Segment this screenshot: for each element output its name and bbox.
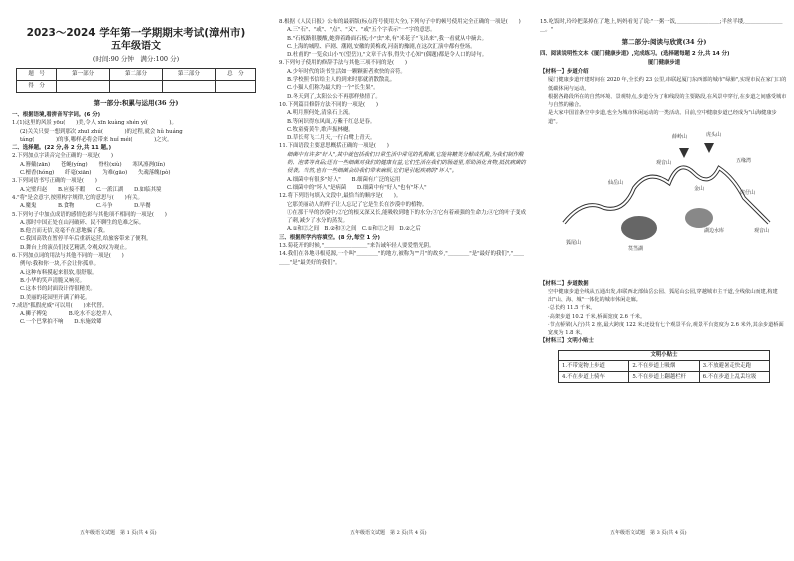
option: B.学校照书信给主人的到来时那就消散散乱。 — [287, 77, 396, 84]
data-point: ·总长约 11.5 千米。 — [548, 305, 596, 312]
trail-line-inner — [564, 167, 769, 223]
option: D.冬天到了,太阳公公不再那样热情了。 — [287, 93, 381, 100]
option: A.三"石"、"或"、"点"、"又"、"或"五个字表示"一"字的意思。 — [287, 27, 436, 34]
option: A.狮子搏兔 B.吃水不忘挖井人 — [20, 311, 113, 318]
map-label: 仙岳山 — [608, 179, 624, 186]
map-label: 筼筜湖 — [628, 245, 644, 252]
reservoir-shape — [685, 208, 713, 228]
tip-item: 5.不在步道上翻越栏杆 — [629, 372, 699, 382]
peak-marker-icon — [679, 148, 689, 158]
option: C.小猫人们称为最大的一个"长生果"。 — [287, 85, 379, 92]
part2-heading: 第二部分:阅读与欣赏(34 分) — [621, 37, 707, 46]
option: D.舞台上的演员们技艺精湛,令观众叹为观止。 — [20, 244, 130, 251]
section-heading: 一、根据语境,看拼音写字词。(6 分) — [12, 112, 101, 118]
reading-passage: 它那美丽动人的样子让人忘记了它是生长在沙漠中的植物。 — [287, 201, 428, 208]
option: C.细菌中的"坏人"是病菌 D.细菌中有"好人"也有"坏人" — [287, 184, 427, 191]
option: C.这本书的封面设计得很精美。 — [20, 286, 96, 293]
question: 15.吃饭时,玲玲把菜掉在了地上,妈妈看见了说:"一粥一饭,＿＿＿＿＿＿＿＿;半丝半缕,＿＿＿＿＿＿＿＿。" — [540, 19, 783, 34]
data-point: ·节点桥梁(入行)共 2 座,最大跨度 122 米;还设有七个观景平台,观景平台宽度为 2.6 米外,其余步道桥面宽度为 1.8 米。 — [548, 321, 784, 337]
score-row-label: 得 分 — [17, 81, 57, 93]
page-column-1 — [12, 18, 260, 327]
tips-row — [559, 372, 769, 382]
material-heading: 【材料一】步道介绍 — [540, 69, 589, 76]
option: A.那时中国正处在山河破碎、民不聊生的危难之际。 — [20, 219, 145, 226]
map-label: 薛岭山 — [672, 133, 688, 140]
page-column-3 — [540, 18, 788, 383]
option: B."石板路很腰酸,她弹着路面石板;小"虫"来,有"米花子"飞出来",我一看就从中摘去。 — [287, 35, 488, 42]
score-cell[interactable] — [215, 81, 255, 93]
question: 11.下面语段主要意思概括正确的一项是( ) — [279, 143, 389, 150]
trail-line — [564, 167, 769, 223]
option: B.等闲识得东风面,万紫千红总是春。 — [287, 118, 376, 125]
option: A.①和②之间 B.②和③之间 C.①和②之间 D.②之后 — [287, 226, 421, 233]
option: C.牧童骑黄牛,歌声振林樾。 — [287, 126, 354, 133]
tip-item: 1.不带宠物上步道 — [559, 361, 629, 371]
question: 8.根据《人民日报》公布的最新版(标点符号使用大全),下列句子中的顿号使用完全正确的一项是( ) — [279, 19, 521, 25]
question: táng( )的事,哪样必将会带来 huǐ méi( )之灾。 — [20, 136, 173, 143]
section-heading: 四、阅读说明性文本《厦门健康步道》,完成练习。(选择题每题 2 分,共 14 分) — [540, 50, 730, 57]
exam-title: 2023～2024 学年第一学期期末考试(漳州市) — [26, 27, 246, 39]
score-header-cell: 第二部分 — [110, 69, 163, 81]
tips-title: 文明小贴士 — [559, 351, 769, 361]
material-heading: 【材料二】步道数据 — [540, 280, 589, 287]
option: B.他言而无信,竟毫不在意地骗了我。 — [20, 228, 109, 235]
page-footer: 五年级语文试题 第 2 页(共 4 页) — [350, 530, 427, 536]
option: A.魔鬼 B.食物 C.斗争 D.早餐 — [20, 203, 151, 210]
tip-item: 3.不放避暑走快走跑 — [702, 362, 751, 369]
option: A.完璧归赵 B.应接不暇 C.一派江湖 D.如临其境 — [20, 186, 162, 193]
reading-passage: 是大家中国首条空中步道,也全为城市休闲运动的一类活动。目前,空中健康步道已经成为"山海健康步道"。 — [548, 110, 777, 125]
option: A.簪戴(zān) 苍蝇(yíng) 脊柱(xiù) 寒风凛冽(lǐn) — [20, 161, 166, 168]
section-heading: 二、选择题。(22 分,各 2 分,共 11 题。) — [12, 145, 112, 152]
score-cell[interactable] — [162, 81, 215, 93]
passage-title: 厦门健康步道 — [647, 59, 681, 66]
map-label: 金山 — [694, 185, 705, 192]
tip-item: 2.不在步道上吸烟 — [629, 361, 699, 371]
example: 例句:我和你一块,不会让你孤单。 — [20, 261, 99, 268]
page-footer: 五年级语文试题 第 3 页(共 4 页) — [610, 530, 687, 536]
reading-passage: ①在那干旱的沙漠中;②它的根又深又长,能吸收到地下的水分;③它有着顽强的生命力;④它的叶子变成了刺,减少了水分的蒸发。 — [287, 209, 526, 225]
question: 2.下列加点字读音完全正确的一项是( ) — [12, 153, 113, 160]
map-label: 湖边水库 — [704, 227, 725, 234]
question: 3.下列词语书写正确的一项是( ) — [12, 178, 97, 185]
option: A.明月照何处,清泉石上流。 — [287, 110, 354, 117]
tips-row — [559, 361, 769, 372]
option: C.上海的城隍、庐剧、潮剧,安徽的黄梅戏,河南的豫剧,在这次汇演中都有登场。 — [287, 43, 476, 50]
tip-item: 4.不在步道上骑车 — [559, 372, 629, 382]
score-cell[interactable] — [57, 81, 110, 93]
map-label: 五缘湾 — [736, 157, 752, 164]
question: 7.成语"狐假虎威"可以用( )来代替。 — [12, 302, 108, 309]
map-label: 虎头山 — [706, 131, 722, 138]
map-label: 观音山 — [656, 159, 672, 166]
material-heading: 【材料三】文明小贴士 — [540, 338, 594, 345]
page-footer: 五年级语文试题 第 1 页(共 4 页) — [80, 530, 157, 536]
score-header-cell: 第一部分 — [57, 69, 110, 81]
option: D.草长莺飞二月天,一行白鹭上青天。 — [287, 135, 376, 142]
option: C.一个巴掌拍不响 D.东施效颦 — [20, 319, 102, 326]
option: C.我国高铁在暂停半年后重新运营,给旅客带来了便利。 — [20, 236, 152, 243]
score-header-cell: 总 分 — [215, 69, 255, 81]
exam-time-line: (时间:90 分钟 满分:100 分) — [92, 55, 180, 63]
map-label: 虎仔山 — [740, 189, 756, 196]
trail-map-svg — [544, 128, 784, 278]
reading-passage: 厦门健康步道开建时间在 2020 年,全长约 23 公里,串联起厦门东西部的城市"绿肺",实现市民在家门口的低碳休闲与运动。 — [548, 77, 787, 92]
question: 6.下列加点词的用法与其他不同的一项是( ) — [12, 253, 124, 260]
peak-marker-icon — [704, 143, 714, 153]
reading-passage: 根据各路段所在的自然环境、景观特点,步道分为了和线段的主要路段,在风景中穿行,在步道之间感受城市与自然的融合。 — [548, 93, 787, 109]
reading-passage: 细菌中有许多"好人",其中就包括我们日常生活中常见的乳酸菌,它能将糖类分解成乳酸,为我们制作酸奶、泡菜等食品;还有一些细菌对我们的健康有益,它们生活在我们的肠道里,帮助消化食物,抵抗病菌的侵袭。当然,也有一些细菌会给我们带来麻烦,它们是引起疾病的"坏人"。 — [287, 151, 526, 175]
question: 14.我们在各地寻根觅源,一个叫"＿＿＿＿"的地方,被称为""月"的故乡,"＿＿＿＿"是"最好的我们","＿＿＿＿"是"最美好的我们"。 — [279, 251, 525, 266]
reading-passage: 空中健康步道全线从五通出发,串联西北部仙岳公园、狐尾山公园,穿越城市主干道,全线依山而建,构建出"山、海、城"一体化的城市休闲走廊。 — [548, 289, 778, 304]
question: 13.菊花开的时候,"＿＿＿＿＿＿＿＿"来告诫年轻人要爱惜光阴。 — [279, 243, 435, 250]
option: A.这种布料摸起来很软,很舒服。 — [20, 269, 98, 276]
option: A.少年时代的读书生活如一颗颗新者欢快的音符。 — [287, 68, 406, 75]
data-point: ·高架步道 10.2 千米,桥面宽度 2.6 千米。 — [548, 313, 646, 320]
map-label: 观音山 — [754, 227, 770, 234]
option: A.细菌中有很多"好人" B.细菌有广泛的运用 — [287, 176, 401, 183]
trail-map — [544, 128, 784, 278]
part1-heading: 第一部分:积累与运用(36 分) — [93, 99, 179, 107]
question: (2)关关只要一想到那次 zhuī zhú( )的过程,就会 hǔ huáng — [20, 128, 183, 135]
question: 12.将下列语句填入文段中,最恰当的顺序是( )。 — [279, 193, 402, 200]
exam-subtitle: 五年级语文 — [111, 41, 161, 52]
score-header-cell: 题 号 — [17, 69, 57, 81]
question: 4."将"是会意字,按照构字规律,它的意思与( )有关。 — [12, 194, 143, 201]
score-cell[interactable] — [110, 81, 163, 93]
question: 1.(1)这里的风景 yōu( )美,令人 xīn kuàng shén yí( )。 — [12, 120, 177, 127]
option: D.美丽的花园里开满了鲜花。 — [20, 294, 91, 301]
option: D.杜甫的"一览众山小"(《望岳》),"文章千古事,得失寸心知"(偶题)都是令人口的诗句。 — [287, 52, 488, 59]
score-table — [16, 68, 256, 93]
option: C.檀香(hóng) 纤毫(xiān) 为难(gāo) 失魂落魄(pò) — [20, 170, 171, 177]
question: 5.下列句子中加点成语的感情色彩与其他项不相同的一项是( ) — [12, 211, 167, 218]
question: 9.下列句子使用的修辞手法与其他三项不同的是( ) — [279, 60, 407, 67]
page-column-2 — [279, 18, 527, 267]
score-header-cell: 第三部分 — [162, 69, 215, 81]
map-label: 狐尾山 — [566, 239, 582, 246]
lake-shape — [621, 216, 657, 240]
tips-box — [558, 350, 770, 383]
question: 10.下列篇目修辞方法不同的一项是( ) — [279, 101, 379, 108]
section-heading: 三、根据所学内容填空。(8 分,每空 1 分) — [279, 234, 380, 241]
option: B.小华的笑声清脆又响亮。 — [20, 277, 85, 284]
tip-item: 6.不在步道上乱丢垃圾 — [702, 373, 757, 380]
